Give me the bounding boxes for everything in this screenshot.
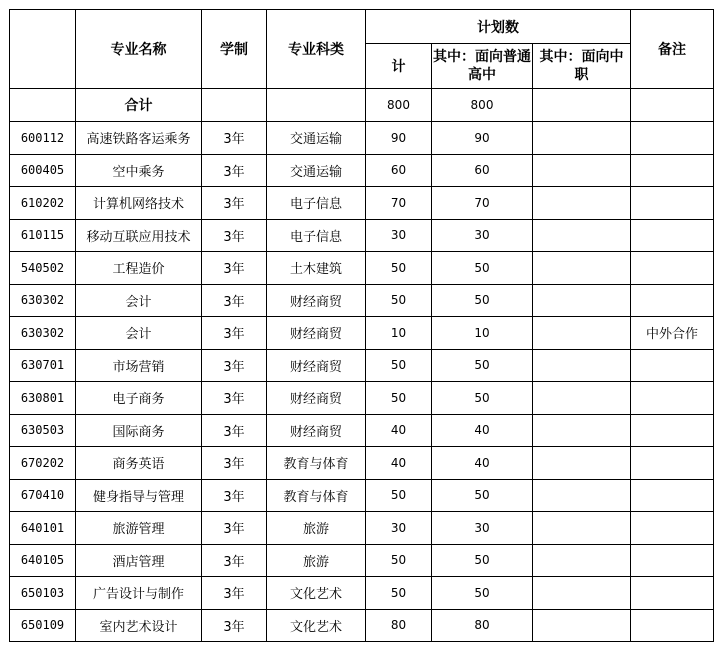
remark-cell	[631, 544, 714, 577]
remark-cell	[631, 479, 714, 512]
plan-total-cell: 40	[366, 414, 432, 447]
plan-total-cell: 80	[366, 609, 432, 642]
total-count: 800	[366, 89, 432, 122]
major-code-cell: 610115	[10, 219, 76, 252]
duration-cell: 3年	[202, 544, 267, 577]
duration-cell: 3年	[202, 252, 267, 285]
major-code-cell: 540502	[10, 252, 76, 285]
plan-general-hs-cell: 40	[432, 414, 533, 447]
duration-cell: 3年	[202, 187, 267, 220]
duration-cell: 3年	[202, 284, 267, 317]
category-cell: 交通运输	[267, 122, 366, 155]
plan-total-cell: 50	[366, 577, 432, 610]
plan-vocational-cell	[533, 544, 631, 577]
table-row	[10, 122, 714, 155]
major-name-cell: 移动互联应用技术	[76, 219, 202, 252]
major-name-cell: 电子商务	[76, 382, 202, 415]
plan-general-hs-cell: 90	[432, 122, 533, 155]
total-duration-cell	[202, 89, 267, 122]
major-name-cell: 旅游管理	[76, 512, 202, 545]
major-code-cell: 600405	[10, 154, 76, 187]
header-row-1	[10, 10, 714, 44]
remark-cell	[631, 512, 714, 545]
major-name-cell: 工程造价	[76, 252, 202, 285]
header-vocational: 其中：面向中职	[533, 44, 631, 89]
plan-vocational-cell	[533, 577, 631, 610]
major-code-cell: 610202	[10, 187, 76, 220]
duration-cell: 3年	[202, 447, 267, 480]
plan-general-hs-cell: 30	[432, 512, 533, 545]
category-cell: 文化艺术	[267, 609, 366, 642]
major-code-cell: 670410	[10, 479, 76, 512]
plan-vocational-cell	[533, 609, 631, 642]
major-code-cell: 630503	[10, 414, 76, 447]
header-general-hs: 其中：面向普通高中	[432, 44, 533, 89]
major-code-cell: 650103	[10, 577, 76, 610]
total-vocational-cell	[533, 89, 631, 122]
remark-cell	[631, 187, 714, 220]
duration-cell: 3年	[202, 317, 267, 350]
plan-general-hs-cell: 70	[432, 187, 533, 220]
header-total: 计	[366, 44, 432, 89]
plan-general-hs-cell: 30	[432, 219, 533, 252]
major-code-cell: 600112	[10, 122, 76, 155]
plan-vocational-cell	[533, 447, 631, 480]
category-cell: 交通运输	[267, 154, 366, 187]
category-cell: 财经商贸	[267, 414, 366, 447]
plan-general-hs-cell: 50	[432, 382, 533, 415]
plan-vocational-cell	[533, 252, 631, 285]
major-name-cell: 计算机网络技术	[76, 187, 202, 220]
major-code-cell: 650109	[10, 609, 76, 642]
table-row	[10, 284, 714, 317]
duration-cell: 3年	[202, 122, 267, 155]
remark-cell	[631, 154, 714, 187]
duration-cell: 3年	[202, 219, 267, 252]
major-code-cell: 630302	[10, 284, 76, 317]
category-cell: 财经商贸	[267, 284, 366, 317]
duration-cell: 3年	[202, 382, 267, 415]
major-code-cell: 640101	[10, 512, 76, 545]
plan-total-cell: 70	[366, 187, 432, 220]
major-code-cell: 670202	[10, 447, 76, 480]
plan-total-cell: 90	[366, 122, 432, 155]
header-remarks: 备注	[631, 10, 714, 89]
plan-total-cell: 50	[366, 382, 432, 415]
header-category: 专业科类	[267, 10, 366, 89]
remark-cell	[631, 122, 714, 155]
category-cell: 旅游	[267, 544, 366, 577]
duration-cell: 3年	[202, 479, 267, 512]
plan-vocational-cell	[533, 284, 631, 317]
plan-vocational-cell	[533, 349, 631, 382]
total-row	[10, 89, 714, 122]
header-duration: 学制	[202, 10, 267, 89]
plan-total-cell: 40	[366, 447, 432, 480]
major-name-cell: 广告设计与制作	[76, 577, 202, 610]
plan-total-cell: 30	[366, 219, 432, 252]
table-row	[10, 479, 714, 512]
category-cell: 电子信息	[267, 187, 366, 220]
plan-total-cell: 60	[366, 154, 432, 187]
table-row	[10, 187, 714, 220]
major-name-cell: 空中乘务	[76, 154, 202, 187]
table-row	[10, 512, 714, 545]
plan-general-hs-cell: 50	[432, 577, 533, 610]
major-code-cell: 630801	[10, 382, 76, 415]
plan-total-cell: 50	[366, 349, 432, 382]
plan-general-hs-cell: 50	[432, 284, 533, 317]
plan-total-cell: 50	[366, 252, 432, 285]
category-cell: 财经商贸	[267, 317, 366, 350]
table-row	[10, 577, 714, 610]
remark-cell	[631, 349, 714, 382]
category-cell: 旅游	[267, 512, 366, 545]
major-name-cell: 室内艺术设计	[76, 609, 202, 642]
major-name-cell: 酒店管理	[76, 544, 202, 577]
remark-cell	[631, 414, 714, 447]
plan-vocational-cell	[533, 122, 631, 155]
header-code-cell	[10, 10, 76, 89]
plan-vocational-cell	[533, 479, 631, 512]
enrollment-plan-table	[9, 9, 714, 642]
header-major-name: 专业名称	[76, 10, 202, 89]
table-row	[10, 317, 714, 350]
plan-vocational-cell	[533, 187, 631, 220]
major-name-cell: 高速铁路客运乘务	[76, 122, 202, 155]
plan-vocational-cell	[533, 154, 631, 187]
plan-total-cell: 30	[366, 512, 432, 545]
remark-cell: 中外合作	[631, 317, 714, 350]
major-name-cell: 健身指导与管理	[76, 479, 202, 512]
plan-general-hs-cell: 40	[432, 447, 533, 480]
plan-total-cell: 50	[366, 479, 432, 512]
table-row	[10, 609, 714, 642]
plan-vocational-cell	[533, 414, 631, 447]
remark-cell	[631, 609, 714, 642]
plan-total-cell: 10	[366, 317, 432, 350]
plan-vocational-cell	[533, 219, 631, 252]
duration-cell: 3年	[202, 609, 267, 642]
category-cell: 财经商贸	[267, 382, 366, 415]
major-code-cell: 640105	[10, 544, 76, 577]
major-name-cell: 会计	[76, 317, 202, 350]
major-name-cell: 商务英语	[76, 447, 202, 480]
major-code-cell: 630302	[10, 317, 76, 350]
table-row	[10, 447, 714, 480]
plan-general-hs-cell: 50	[432, 544, 533, 577]
plan-general-hs-cell: 50	[432, 252, 533, 285]
remark-cell	[631, 382, 714, 415]
plan-general-hs-cell: 10	[432, 317, 533, 350]
category-cell: 土木建筑	[267, 252, 366, 285]
duration-cell: 3年	[202, 154, 267, 187]
major-code-cell: 630701	[10, 349, 76, 382]
remark-cell	[631, 577, 714, 610]
plan-general-hs-cell: 80	[432, 609, 533, 642]
table-row	[10, 382, 714, 415]
plan-general-hs-cell: 50	[432, 349, 533, 382]
category-cell: 教育与体育	[267, 447, 366, 480]
table-row	[10, 349, 714, 382]
table-row	[10, 154, 714, 187]
total-code-cell	[10, 89, 76, 122]
plan-total-cell: 50	[366, 284, 432, 317]
plan-vocational-cell	[533, 382, 631, 415]
category-cell: 电子信息	[267, 219, 366, 252]
plan-general-hs-cell: 50	[432, 479, 533, 512]
remark-cell	[631, 252, 714, 285]
remark-cell	[631, 219, 714, 252]
remark-cell	[631, 284, 714, 317]
duration-cell: 3年	[202, 577, 267, 610]
major-name-cell: 会计	[76, 284, 202, 317]
table-row	[10, 544, 714, 577]
major-name-cell: 市场营销	[76, 349, 202, 382]
category-cell: 文化艺术	[267, 577, 366, 610]
category-cell: 教育与体育	[267, 479, 366, 512]
total-general-hs: 800	[432, 89, 533, 122]
plan-general-hs-cell: 60	[432, 154, 533, 187]
duration-cell: 3年	[202, 414, 267, 447]
duration-cell: 3年	[202, 512, 267, 545]
total-label: 合计	[76, 89, 202, 122]
total-category-cell	[267, 89, 366, 122]
category-cell: 财经商贸	[267, 349, 366, 382]
remark-cell	[631, 447, 714, 480]
plan-vocational-cell	[533, 512, 631, 545]
table-row	[10, 219, 714, 252]
header-plan-count: 计划数	[366, 10, 631, 44]
plan-vocational-cell	[533, 317, 631, 350]
table-row	[10, 414, 714, 447]
major-name-cell: 国际商务	[76, 414, 202, 447]
duration-cell: 3年	[202, 349, 267, 382]
plan-total-cell: 50	[366, 544, 432, 577]
total-remark-cell	[631, 89, 714, 122]
table-row	[10, 252, 714, 285]
